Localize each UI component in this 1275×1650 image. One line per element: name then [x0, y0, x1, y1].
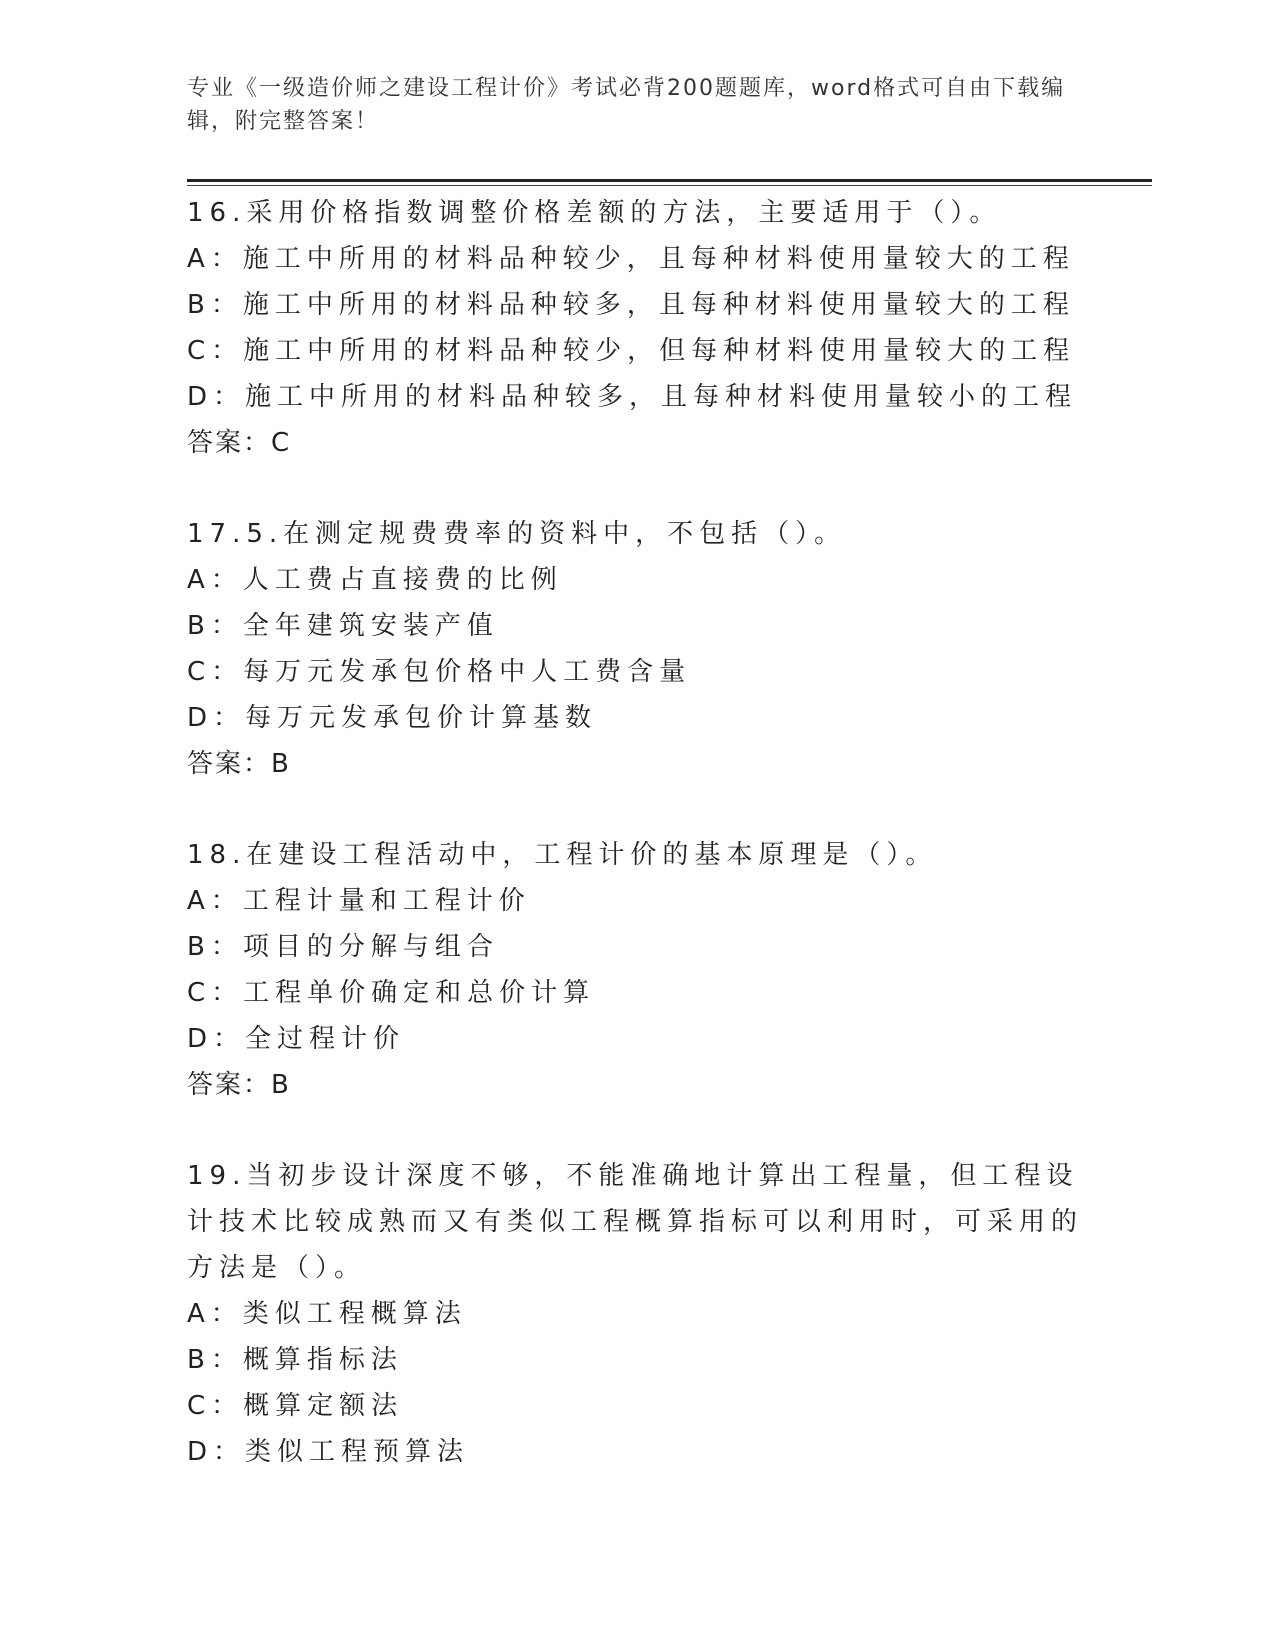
divider-thick-line — [187, 179, 1152, 182]
option-d: D：每万元发承包价计算基数 — [187, 703, 598, 733]
option-a: A：类似工程概算法 — [187, 1299, 467, 1329]
question-list — [187, 190, 1087, 1520]
document-header — [187, 72, 1087, 138]
divider-thin-line — [187, 185, 1152, 186]
option-b: B：项目的分解与组合 — [187, 932, 499, 962]
answer: 答案：B — [187, 1070, 291, 1100]
option-c: C：施工中所用的材料品种较少，但每种材料使用量较大的工程 — [187, 336, 1076, 366]
question-stem: 16.采用价格指数调整价格差额的方法，主要适用于（）。 — [187, 198, 1002, 228]
option-c: C：概算定额法 — [187, 1391, 404, 1421]
option-d: D：施工中所用的材料品种较多，且每种材料使用量较小的工程 — [187, 382, 1078, 412]
option-d: D：全过程计价 — [187, 1024, 406, 1054]
question-17 — [187, 511, 1087, 787]
question-stem: 17.5.在测定规费费率的资料中，不包括（）。 — [187, 519, 847, 549]
option-a: A：施工中所用的材料品种较少，且每种材料使用量较大的工程 — [187, 244, 1075, 274]
option-a: A：人工费占直接费的比例 — [187, 565, 563, 595]
header-title: 专业《一级造价师之建设工程计价》考试必背200题题库，word格式可自由下载编辑，附完整答案！ — [187, 76, 1066, 134]
option-b: B：施工中所用的材料品种较多，且每种材料使用量较大的工程 — [187, 290, 1075, 320]
question-19 — [187, 1153, 1087, 1475]
option-c: C：每万元发承包价格中人工费含量 — [187, 657, 692, 687]
option-b: B：概算指标法 — [187, 1345, 403, 1375]
option-b: B：全年建筑安装产值 — [187, 611, 499, 641]
question-16 — [187, 190, 1087, 466]
option-a: A：工程计量和工程计价 — [187, 886, 531, 916]
option-d: D：类似工程预算法 — [187, 1437, 470, 1467]
answer: 答案：B — [187, 749, 291, 779]
answer: 答案：C — [187, 428, 292, 458]
question-stem: 18.在建设工程活动中，工程计价的基本原理是（）。 — [187, 840, 938, 870]
question-stem: 19.当初步设计深度不够，不能准确地计算出工程量，但工程设计技术比较成熟而又有类似工程概算指标可以利用时，可采用的方法是（）。 — [187, 1161, 1084, 1283]
header-divider — [187, 179, 1152, 186]
question-18 — [187, 832, 1087, 1108]
option-c: C：工程单价确定和总价计算 — [187, 978, 596, 1008]
